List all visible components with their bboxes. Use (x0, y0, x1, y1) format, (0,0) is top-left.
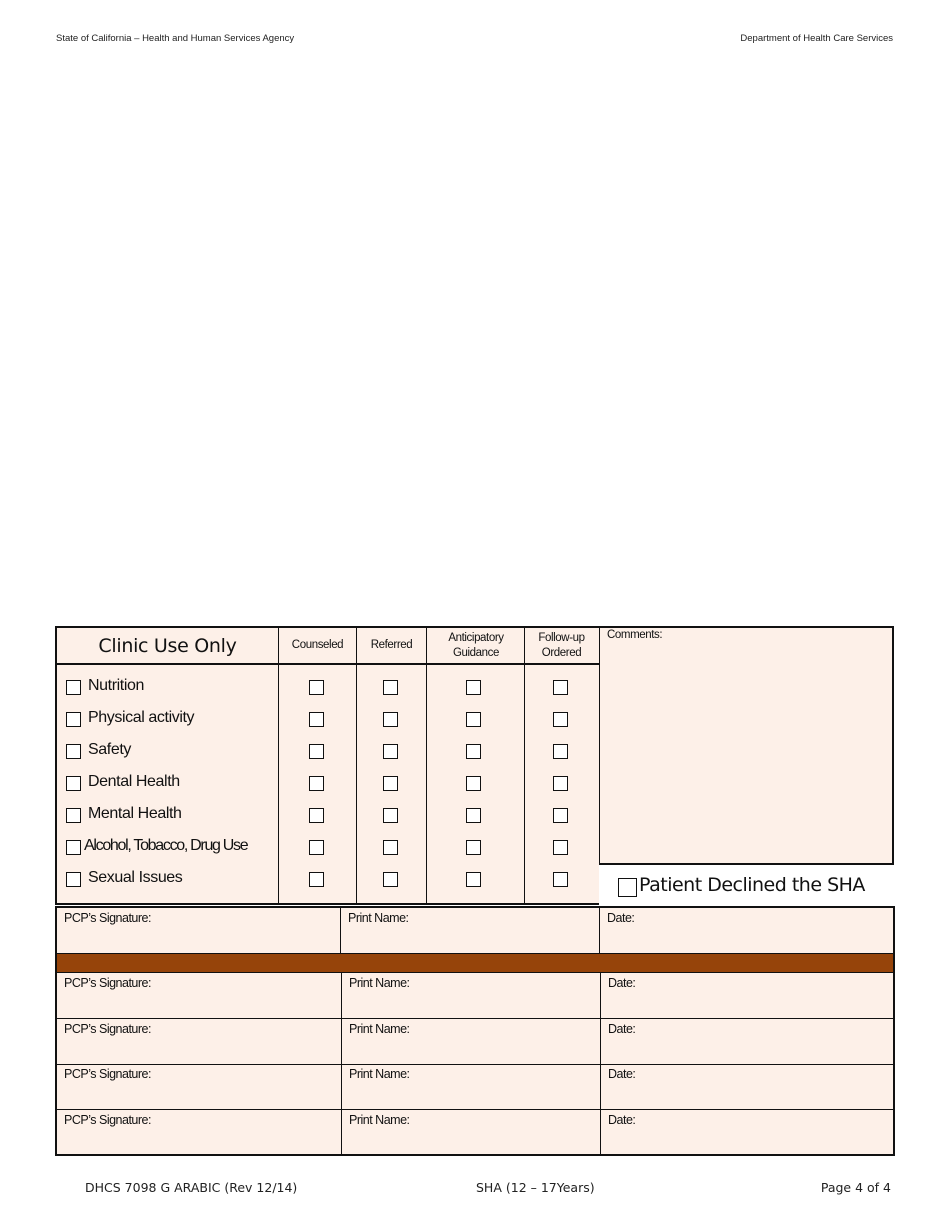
col-follow-up-ordered: Follow-up Ordered (538, 631, 585, 659)
signature-row (57, 1019, 893, 1065)
topic-row (57, 772, 278, 796)
print-name-field[interactable] (341, 1019, 601, 1064)
counseled-checkbox[interactable] (309, 712, 324, 727)
referred-checkbox[interactable] (383, 840, 398, 855)
divider (599, 628, 600, 863)
topic-row (57, 676, 278, 700)
date-label: Date: (607, 911, 635, 925)
topic-checkbox[interactable] (66, 872, 81, 887)
anticipatory-guidance-checkbox[interactable] (466, 776, 481, 791)
date-field[interactable] (600, 1019, 894, 1064)
print-name-label: Print Name: (348, 911, 409, 925)
follow-up-ordered-checkbox[interactable] (553, 744, 568, 759)
counseled-checkbox[interactable] (309, 808, 324, 823)
footer-form-id: DHCS 7098 G ARABIC (Rev 12/14) (85, 1180, 298, 1195)
divider (278, 628, 279, 905)
anticipatory-guidance-checkbox[interactable] (466, 744, 481, 759)
follow-up-ordered-checkbox[interactable] (553, 872, 568, 887)
pcp-signature-field[interactable] (57, 1019, 341, 1064)
date-field[interactable] (600, 1110, 894, 1154)
signature-row (57, 973, 893, 1019)
footer-page-number: Page 4 of 4 (820, 1180, 891, 1195)
counseled-checkbox[interactable] (309, 776, 324, 791)
print-name-label: Print Name: (349, 976, 410, 990)
print-name-label: Print Name: (349, 1067, 410, 1081)
date-label: Date: (608, 1067, 636, 1081)
signature-row (57, 1064, 893, 1110)
topic-row (57, 804, 278, 828)
print-name-field[interactable] (341, 973, 601, 1018)
referred-checkbox[interactable] (383, 776, 398, 791)
divider (524, 628, 525, 905)
clinic-use-panel (55, 626, 894, 905)
date-label: Date: (608, 1022, 636, 1036)
date-field[interactable] (600, 973, 894, 1018)
header-agency: State of California – Health and Human Services Agency (56, 33, 295, 44)
print-name-field[interactable] (341, 1110, 601, 1154)
print-name-label: Print Name: (349, 1022, 410, 1036)
referred-checkbox[interactable] (383, 808, 398, 823)
topic-checkbox[interactable] (66, 712, 81, 727)
referred-checkbox[interactable] (383, 712, 398, 727)
footer-form-name: SHA (12 – 17Years) (476, 1180, 595, 1195)
counseled-checkbox[interactable] (309, 744, 324, 759)
print-name-field[interactable] (340, 908, 600, 953)
patient-declined-box (599, 863, 894, 905)
topic-label: Safety (88, 741, 131, 758)
date-field[interactable] (599, 908, 894, 953)
signature-row (57, 1110, 893, 1154)
topic-row (57, 836, 278, 860)
counseled-checkbox[interactable] (309, 840, 324, 855)
print-name-field[interactable] (341, 1064, 601, 1109)
topic-row (57, 708, 278, 732)
date-field[interactable] (600, 1064, 894, 1109)
signature-panel (55, 906, 895, 1156)
divider (57, 663, 599, 665)
counseled-checkbox[interactable] (309, 872, 324, 887)
col-counseled: Counseled (291, 639, 344, 651)
topic-label: Nutrition (88, 677, 144, 694)
counseled-checkbox[interactable] (309, 680, 324, 695)
date-label: Date: (608, 1113, 636, 1127)
pcp-signature-label: PCP’s Signature: (64, 976, 151, 990)
pcp-signature-field[interactable] (57, 908, 340, 953)
col-anticipatory-guidance: Anticipatory Guidance (448, 631, 504, 659)
anticipatory-guidance-checkbox[interactable] (466, 680, 481, 695)
topic-checkbox[interactable] (66, 840, 81, 855)
follow-up-ordered-checkbox[interactable] (553, 808, 568, 823)
topic-row (57, 868, 278, 892)
topic-checkbox[interactable] (66, 776, 81, 791)
patient-declined-label: Patient Declined the SHA (639, 874, 865, 896)
topic-label: Dental Health (88, 773, 180, 790)
clinic-use-title: Clinic Use Only (98, 634, 237, 657)
topic-label: Physical activity (88, 709, 195, 726)
pcp-signature-label: PCP’s Signature: (64, 1022, 151, 1036)
anticipatory-guidance-checkbox[interactable] (466, 712, 481, 727)
topic-label: Alcohol, Tobacco, Drug Use (84, 837, 248, 854)
topic-label: Mental Health (88, 805, 182, 822)
referred-checkbox[interactable] (383, 744, 398, 759)
pcp-signature-field[interactable] (57, 973, 341, 1018)
follow-up-ordered-checkbox[interactable] (553, 680, 568, 695)
date-label: Date: (608, 976, 636, 990)
pcp-signature-label: PCP’s Signature: (64, 1113, 151, 1127)
topic-checkbox[interactable] (66, 680, 81, 695)
divider (426, 628, 427, 905)
follow-up-ordered-checkbox[interactable] (553, 840, 568, 855)
separator-band (57, 954, 893, 973)
patient-declined-checkbox[interactable] (618, 878, 637, 897)
pcp-signature-field[interactable] (57, 1110, 341, 1154)
anticipatory-guidance-checkbox[interactable] (466, 872, 481, 887)
follow-up-ordered-checkbox[interactable] (553, 712, 568, 727)
divider (356, 628, 357, 905)
pcp-signature-label: PCP’s Signature: (64, 911, 151, 925)
anticipatory-guidance-checkbox[interactable] (466, 808, 481, 823)
anticipatory-guidance-checkbox[interactable] (466, 840, 481, 855)
comments-label: Comments: (607, 629, 663, 641)
referred-checkbox[interactable] (383, 680, 398, 695)
pcp-signature-label: PCP’s Signature: (64, 1067, 151, 1081)
topic-checkbox[interactable] (66, 744, 81, 759)
follow-up-ordered-checkbox[interactable] (553, 776, 568, 791)
pcp-signature-field[interactable] (57, 1064, 341, 1109)
topic-label: Sexual Issues (88, 869, 183, 886)
referred-checkbox[interactable] (383, 872, 398, 887)
topic-row (57, 740, 278, 764)
signature-row (57, 908, 893, 954)
topic-checkbox[interactable] (66, 808, 81, 823)
col-referred: Referred (370, 639, 413, 651)
header-department: Department of Health Care Services (740, 33, 893, 44)
print-name-label: Print Name: (349, 1113, 410, 1127)
